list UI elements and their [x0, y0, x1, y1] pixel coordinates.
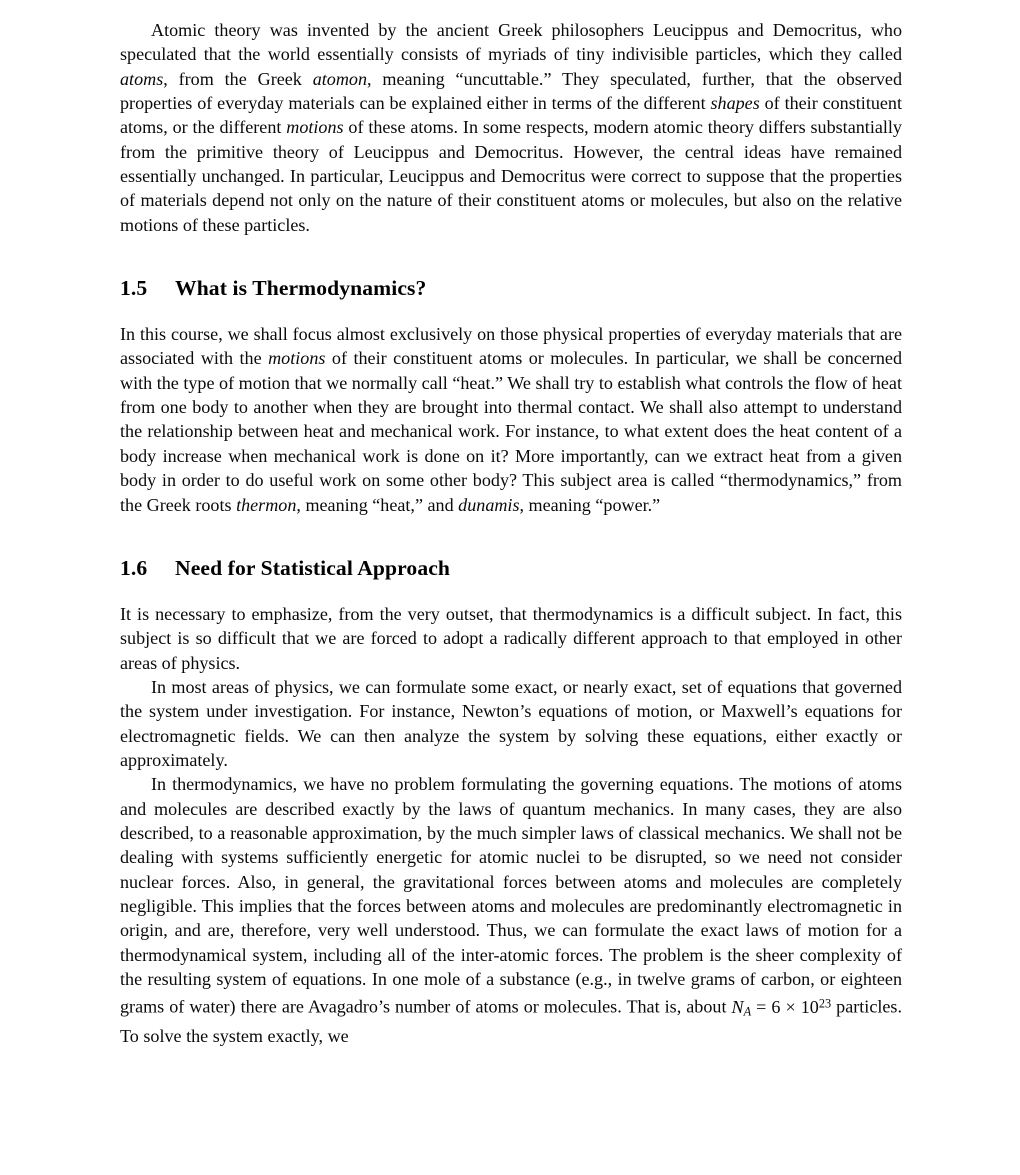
- emphasis-atoms: atoms: [120, 68, 164, 89]
- paragraph-governing-equations: [120, 772, 902, 1048]
- math-equals: =: [751, 996, 772, 1017]
- paragraph-exact-equations: In most areas of physics, we can formulate some exact, or nearly exact, set of equations that governed the system under investigation. For instance, Newton’s equations of motion, or Maxwell’s equations for electromagnetic fields. We can then analyze the system by solving these equations, either exactly or approximately.: [120, 676, 902, 770]
- text-run: , meaning “heat,” and: [296, 494, 459, 515]
- section-number: 1.6: [120, 555, 148, 580]
- math-times-operator: ×: [780, 996, 801, 1017]
- text-run: In this course, we shall focus almost exclusively on those physical properties of everyday materials that are associated with the: [120, 324, 902, 369]
- avogadro-number-expression: [732, 997, 832, 1017]
- spacer: [120, 581, 902, 602]
- text-run: , meaning “uncuttable.” They speculated, further, that the observed properties of everyday materials can be explained either in terms of the different: [120, 68, 902, 114]
- text-column: [120, 18, 902, 1048]
- text-run: In thermodynamics, we have no problem formulating the governing equations. The motions of atoms and molecules are described exactly by the laws of quantum mechanics. In many cases, they are also described, to a reasonable approximation, by the much simpler laws of classical mechanics. We shall not be dealing with systems sufficiently energetic for atomic nuclei to be disrupted, so we need not consider nuclear forces. Also, in general, the gravitational forces between atoms and molecules are completely negligible. This implies that the forces between atoms and molecules are predominantly electromagnetic in origin, and are, therefore, very well understood. Thus, we can formulate the exact laws of motion for a thermodynamical system, including all of the inter-atomic forces. The problem is the sheer complexity of the resulting system of equations. In one mole of a substance (e.g., in twelve grams of carbon, or eighteen grams of water) there are Avagadro’s number of atoms or molecules. That is, about: [120, 774, 902, 1017]
- spacer: [120, 237, 902, 275]
- emphasis-motions: motions: [286, 117, 344, 138]
- text-run: particles. To solve the system exactly, we: [120, 996, 902, 1046]
- section-title: Need for Statistical Approach: [175, 555, 451, 580]
- section-heading-1-6: [120, 555, 902, 581]
- paragraph-thermodynamics-definition: [120, 322, 902, 517]
- emphasis-shapes: shapes: [710, 93, 760, 114]
- section-title: What is Thermodynamics?: [175, 276, 427, 301]
- section-number: 1.5: [120, 276, 148, 301]
- math-coefficient: 6: [771, 996, 781, 1017]
- paragraph-atomic-theory: [120, 18, 902, 237]
- emphasis-thermon: thermon: [236, 494, 297, 515]
- math-exponent: 23: [818, 996, 832, 1011]
- section-heading-1-5: [120, 275, 902, 301]
- text-run: of their constituent atoms, or the different: [120, 93, 902, 138]
- math-symbol-N: N: [731, 996, 744, 1017]
- emphasis-motions: motions: [268, 348, 326, 369]
- math-subscript-A: A: [743, 1004, 752, 1019]
- spacer: [120, 301, 902, 322]
- text-run: of their constituent atoms or molecules. In particular, we shall be concerned with the type of motion that we normally call “heat.” We shall try to establish what controls the flow of heat from one body to another when they are brought into thermal contact. We shall also attempt to understand the relationship between heat and mechanical work. For instance, to what extent does the heat content of a body increase when mechanical work is done on it? More importantly, can we extract heat from a given body in order to do useful work on some other body? This subject area is called “thermodynamics,” from the Greek roots: [120, 348, 902, 515]
- text-run: of these atoms. In some respects, modern atomic theory differs substantially from the primitive theory of Leucippus and Democritus. However, the central ideas have remained essentially unchanged. In particular, Leucippus and Democritus were correct to suppose that the properties of materials depend not only on the nature of their constituent atoms or molecules, but also on the relative motions of these particles.: [120, 117, 902, 235]
- math-base: 10: [800, 996, 819, 1017]
- text-run: , meaning “power.”: [519, 494, 661, 515]
- emphasis-dunamis: dunamis: [458, 494, 520, 515]
- paragraph-difficult-subject: It is necessary to emphasize, from the very outset, that thermodynamics is a difficult subject. In fact, this subject is so difficult that we are forced to adopt a radically different approach to that employed in other areas of physics.: [120, 603, 902, 673]
- emphasis-atomon: atomon: [312, 68, 367, 89]
- text-run: Atomic theory was invented by the ancient Greek philosophers Leucippus and Democritus, who speculated that the world essentially consists of myriads of tiny indivisible particles, which they called: [120, 20, 902, 65]
- spacer: [120, 517, 902, 555]
- text-run: , from the Greek: [163, 68, 313, 89]
